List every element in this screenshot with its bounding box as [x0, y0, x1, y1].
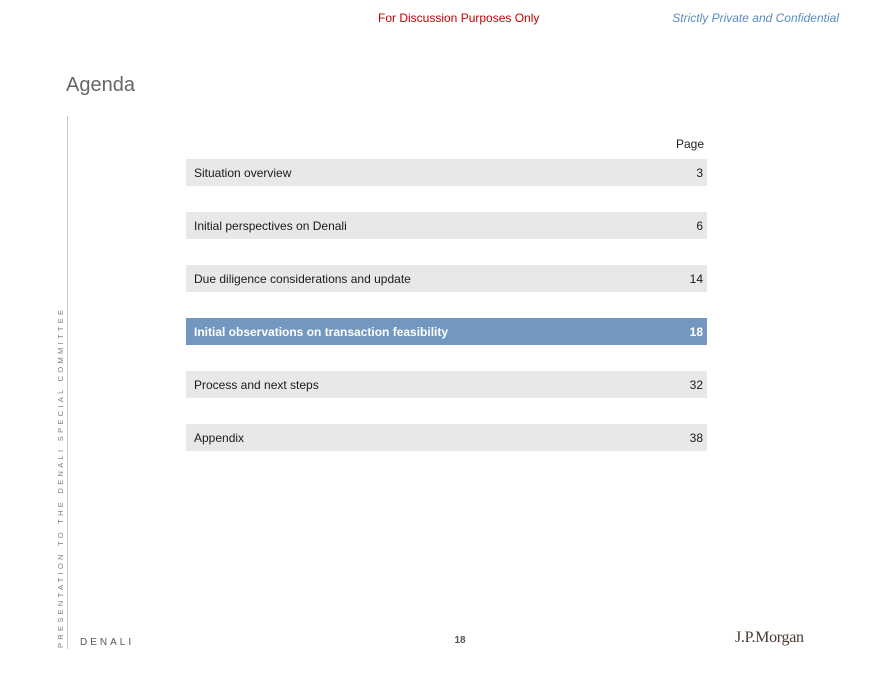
side-label: PRESENTATION TO THE DENALI SPECIAL COMMITTEE: [56, 306, 65, 648]
agenda-item-page: 6: [696, 218, 703, 233]
confidential-notice: Strictly Private and Confidential: [672, 11, 839, 25]
agenda-item-due-diligence: [186, 265, 707, 292]
agenda-item-page: 3: [696, 165, 703, 180]
agenda-item-page: 38: [689, 430, 703, 445]
agenda-item-label: Initial observations on transaction feasibility: [194, 324, 449, 339]
discussion-notice: For Discussion Purposes Only: [378, 11, 540, 25]
agenda-item-label: Initial perspectives on Denali: [194, 218, 347, 233]
agenda-item-label: Situation overview: [194, 165, 292, 180]
page-column-heading: Page: [675, 137, 704, 151]
agenda-item-label: Appendix: [194, 430, 245, 445]
agenda-item-page: 14: [689, 271, 703, 286]
jpmorgan-logo: J.P.Morgan: [735, 629, 804, 646]
page-number: 18: [454, 635, 466, 646]
agenda-item-appendix: [186, 424, 707, 451]
agenda-item-page: 32: [689, 377, 703, 392]
agenda-item-label: Due diligence considerations and update: [194, 271, 411, 286]
page-title: Agenda: [66, 74, 135, 96]
agenda-item-page: 18: [689, 324, 703, 339]
agenda-item-process-next-steps: [186, 371, 707, 398]
agenda-item-label: Process and next steps: [194, 377, 319, 392]
project-name: DENALI: [80, 637, 135, 648]
agenda-item-transaction-feasibility: [186, 318, 707, 345]
agenda-item-situation-overview: [186, 159, 707, 186]
agenda-item-initial-perspectives: [186, 212, 707, 239]
side-divider: [67, 116, 68, 649]
